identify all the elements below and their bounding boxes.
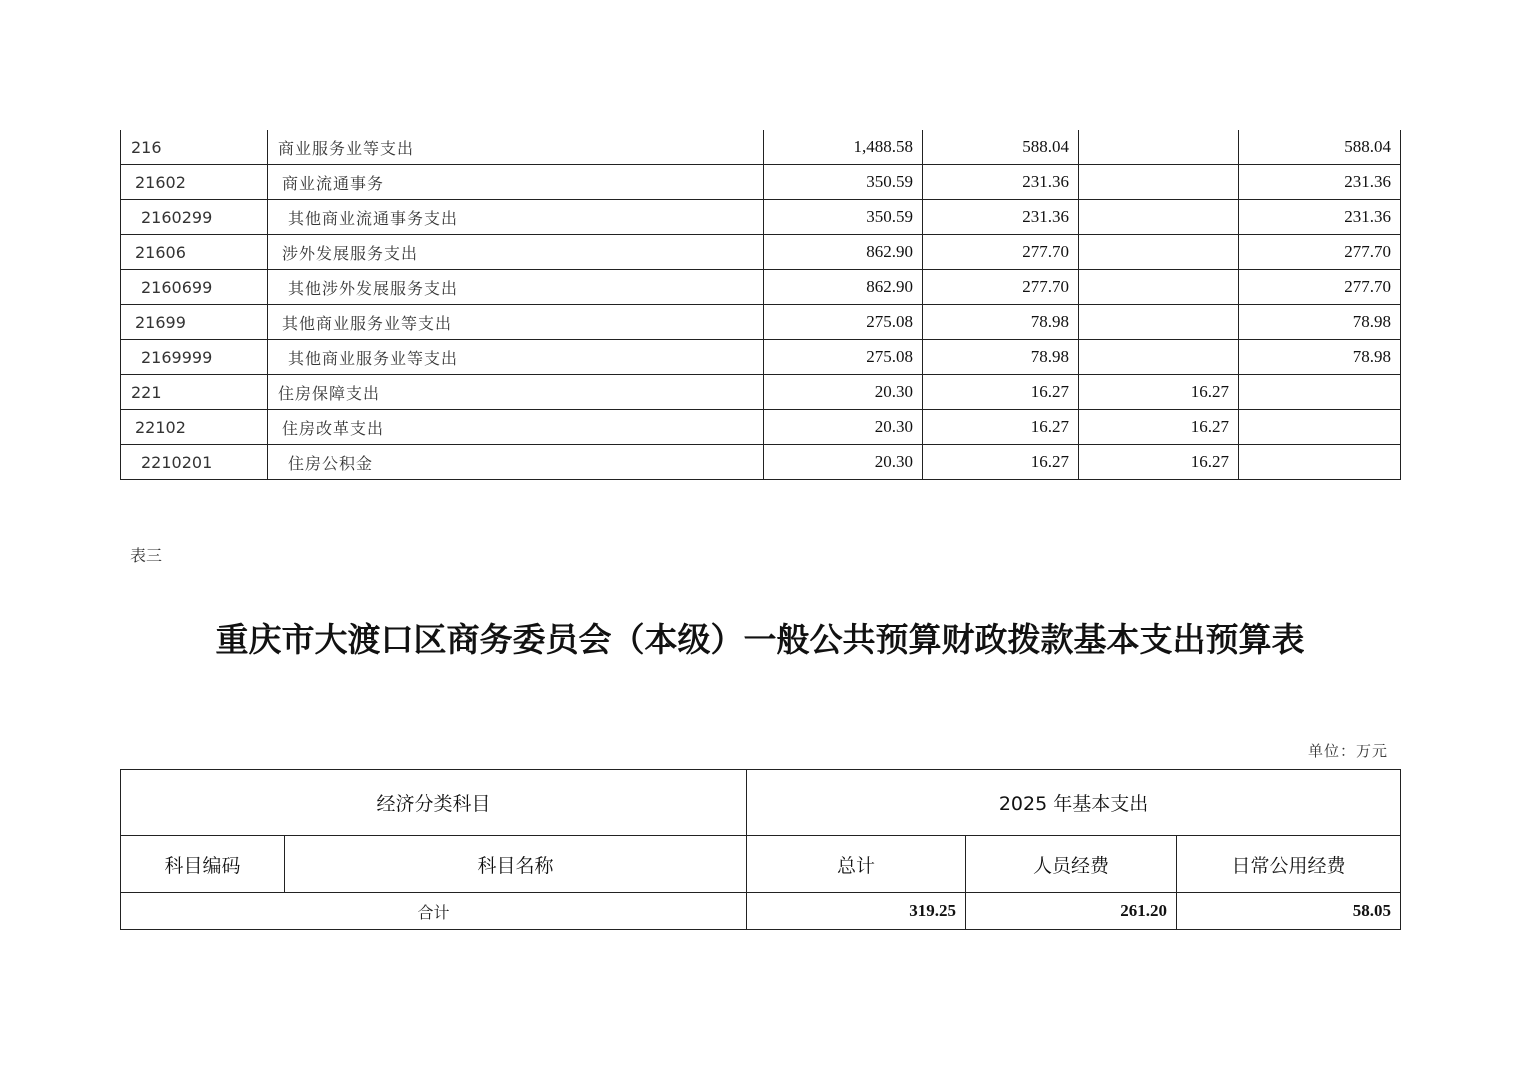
amount-cell: 231.36 [1239, 165, 1401, 200]
amount-cell: 231.36 [1239, 200, 1401, 235]
subject-code-cell: 2160699 [121, 270, 268, 305]
subject-code-cell: 2210201 [121, 445, 268, 480]
total-public-value: 58.05 [1177, 893, 1401, 930]
amount-cell: 275.08 [764, 340, 923, 375]
table-row [121, 165, 1401, 200]
subject-code-cell: 2169999 [121, 340, 268, 375]
amount-cell: 78.98 [923, 340, 1079, 375]
total-label: 合计 [121, 893, 747, 930]
amount-cell: 588.04 [923, 130, 1079, 165]
table-row [121, 130, 1401, 165]
subject-name-cell: 住房公积金 [268, 445, 764, 480]
table-row [121, 200, 1401, 235]
table-row [121, 235, 1401, 270]
amount-cell: 277.70 [923, 270, 1079, 305]
subject-name-cell: 住房改革支出 [268, 410, 764, 445]
page-title: 重庆市大渡口区商务委员会（本级）一般公共预算财政拨款基本支出预算表 [215, 620, 1305, 659]
amount-cell: 275.08 [764, 305, 923, 340]
table-row [121, 410, 1401, 445]
amount-cell: 231.36 [923, 200, 1079, 235]
amount-cell: 277.70 [923, 235, 1079, 270]
amount-cell [1079, 130, 1239, 165]
subject-name-cell: 商业服务业等支出 [268, 130, 764, 165]
amount-cell: 16.27 [923, 445, 1079, 480]
subject-name-cell: 其他商业流通事务支出 [268, 200, 764, 235]
header-row-group [121, 770, 1401, 836]
amount-cell: 16.27 [1079, 410, 1239, 445]
amount-cell: 862.90 [764, 270, 923, 305]
amount-cell: 20.30 [764, 410, 923, 445]
amount-cell: 78.98 [923, 305, 1079, 340]
amount-cell: 350.59 [764, 200, 923, 235]
amount-cell [1239, 375, 1401, 410]
amount-cell [1079, 165, 1239, 200]
subject-code-cell: 21699 [121, 305, 268, 340]
subject-name-cell: 其他涉外发展服务支出 [268, 270, 764, 305]
table-label: 表三 [130, 546, 163, 565]
basic-expenditure-table [120, 769, 1401, 930]
subject-name-cell: 其他商业服务业等支出 [268, 305, 764, 340]
amount-cell [1079, 305, 1239, 340]
subject-code-cell: 216 [121, 130, 268, 165]
amount-cell [1239, 410, 1401, 445]
amount-cell: 588.04 [1239, 130, 1401, 165]
expense-table [120, 130, 1401, 480]
header-subject-name: 科目名称 [285, 836, 747, 893]
amount-cell: 277.70 [1239, 235, 1401, 270]
amount-cell: 16.27 [1079, 445, 1239, 480]
table-row [121, 445, 1401, 480]
table-row [121, 270, 1401, 305]
subject-code-cell: 21606 [121, 235, 268, 270]
unit-label: 单位：万元 [1307, 742, 1388, 760]
amount-cell [1079, 340, 1239, 375]
table-row [121, 375, 1401, 410]
subject-name-cell: 涉外发展服务支出 [268, 235, 764, 270]
amount-cell: 1,488.58 [764, 130, 923, 165]
amount-cell: 16.27 [923, 410, 1079, 445]
amount-cell [1079, 270, 1239, 305]
amount-cell: 16.27 [923, 375, 1079, 410]
amount-cell: 20.30 [764, 445, 923, 480]
amount-cell: 78.98 [1239, 340, 1401, 375]
amount-cell: 231.36 [923, 165, 1079, 200]
subject-code-cell: 22102 [121, 410, 268, 445]
amount-cell [1079, 235, 1239, 270]
subject-name-cell: 商业流通事务 [268, 165, 764, 200]
amount-cell: 862.90 [764, 235, 923, 270]
header-subject-code: 科目编码 [121, 836, 285, 893]
header-economic-category: 经济分类科目 [121, 770, 747, 836]
subject-name-cell: 住房保障支出 [268, 375, 764, 410]
subject-code-cell: 21602 [121, 165, 268, 200]
total-value: 319.25 [747, 893, 966, 930]
amount-cell: 277.70 [1239, 270, 1401, 305]
subject-code-cell: 221 [121, 375, 268, 410]
amount-cell: 20.30 [764, 375, 923, 410]
amount-cell: 16.27 [1079, 375, 1239, 410]
header-row-columns [121, 836, 1401, 893]
header-public-cost: 日常公用经费 [1177, 836, 1401, 893]
header-total: 总计 [747, 836, 966, 893]
subject-name-cell: 其他商业服务业等支出 [268, 340, 764, 375]
total-row [121, 893, 1401, 930]
header-basic-expenditure-year: 2025 年基本支出 [747, 770, 1401, 836]
table-row [121, 305, 1401, 340]
amount-cell: 350.59 [764, 165, 923, 200]
table-row [121, 340, 1401, 375]
header-personnel-cost: 人员经费 [966, 836, 1177, 893]
amount-cell: 78.98 [1239, 305, 1401, 340]
amount-cell [1079, 200, 1239, 235]
subject-code-cell: 2160299 [121, 200, 268, 235]
amount-cell [1239, 445, 1401, 480]
total-personnel-value: 261.20 [966, 893, 1177, 930]
